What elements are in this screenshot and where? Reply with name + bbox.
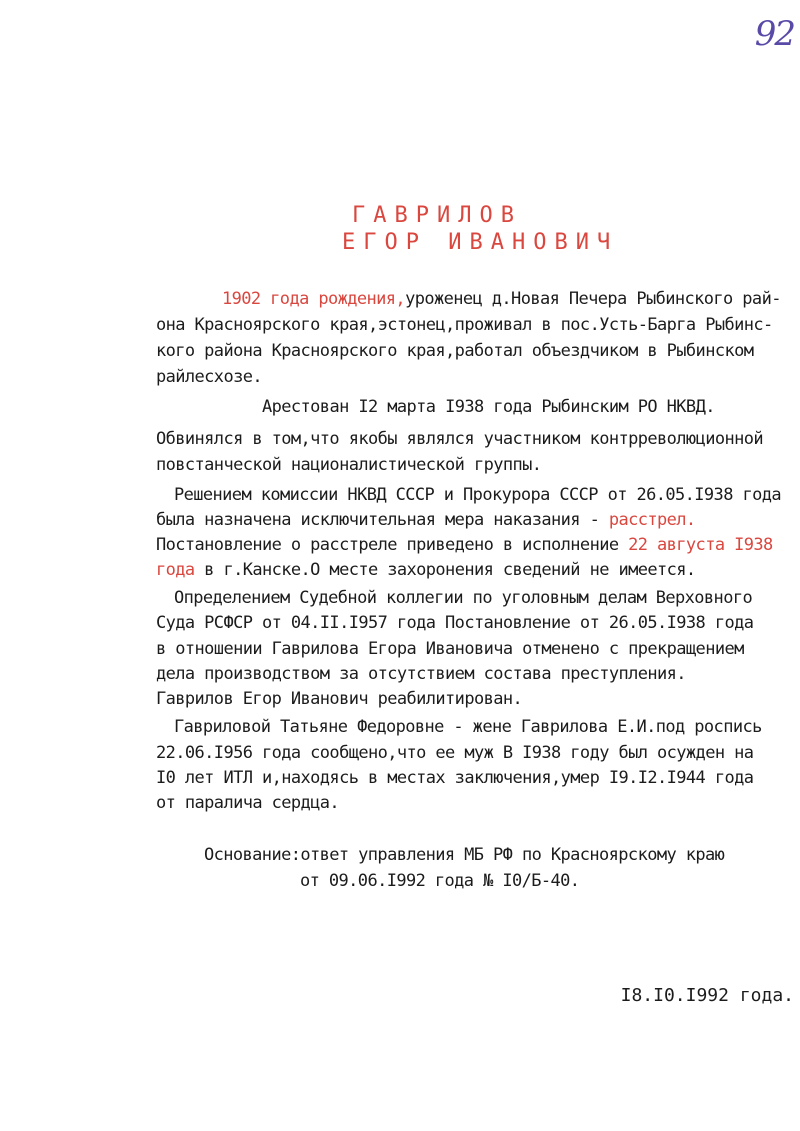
execution-date-text: 22 августа I938 <box>628 535 773 555</box>
para5-line3: в отношении Гаврилова Егора Ивановича отменено с прекращением <box>156 639 744 659</box>
birth-year-text: 1902 года рождения, <box>222 289 406 309</box>
para1-line1-text: уроженец д.Новая Печера Рыбинского рай- <box>405 289 781 309</box>
basis-line2: от 09.06.I992 года № I0/Б-40. <box>300 871 580 891</box>
sentence-text: расстрел. <box>608 510 696 530</box>
para1-line3: кого района Красноярского края,работал объездчиком в Рыбинском <box>156 341 754 361</box>
para1-line2: она Красноярского края,эстонец,проживал в пос.Усть-Барга Рыбинс- <box>156 315 773 335</box>
para3-line2: повстанческой националистической группы. <box>156 455 542 475</box>
para4-line2-text: была назначена исключительная мера наказания - <box>156 510 609 530</box>
para4-line4-text: в г.Канске.О месте захоронения сведений не имеется. <box>194 560 696 580</box>
para5-line5: Гаврилов Егор Иванович реабилитирован. <box>156 689 523 709</box>
para4-line2 <box>156 507 696 533</box>
archive-sheet-number: 92 <box>754 14 794 54</box>
para6-line1: Гавриловой Татьяне Федоровне - жене Гаврилова Е.И.под роспись <box>174 717 762 737</box>
para4-line3-text: Постановление о расстреле приведено в исполнение <box>156 535 629 555</box>
para6-line2: 22.06.I956 года сообщено,что ее муж В I938 году был осужден на <box>156 743 754 763</box>
para1-line4: райлесхозе. <box>156 367 262 387</box>
para5-line4: дела производством за отсутствием состава преступления. <box>156 664 686 684</box>
para5-line1: Определением Судебной коллегии по уголовным делам Верховного <box>174 588 753 608</box>
name-heading: ЕГОР ИВАНОВИЧ <box>342 230 619 255</box>
para6-line4: от паралича сердца. <box>156 793 340 813</box>
surname-heading: ГАВРИЛОВ <box>352 203 522 228</box>
document-date: I8.I0.I992 года. <box>620 985 794 1006</box>
para4-line3 <box>156 532 773 558</box>
arrest-line: Арестован I2 марта I938 года Рыбинским РО НКВД. <box>262 397 715 417</box>
execution-year-word: года <box>156 560 195 580</box>
para3-line1: Обвинялся в том,что якобы являлся участником контрреволюционной <box>156 429 763 449</box>
para1-line1 <box>222 286 781 312</box>
para5-line2: Суда РСФСР от 04.II.I957 года Постановление от 26.05.I938 года <box>156 613 754 633</box>
para6-line3: I0 лет ИТЛ и,находясь в местах заключения,умер I9.I2.I944 года <box>156 768 754 788</box>
basis-line1: Основание:ответ управления МБ РФ по Красноярскому краю <box>204 845 725 865</box>
para4-line1: Решением комиссии НКВД СССР и Прокурора СССР от 26.05.I938 года <box>174 485 781 505</box>
para4-line4 <box>156 557 696 583</box>
